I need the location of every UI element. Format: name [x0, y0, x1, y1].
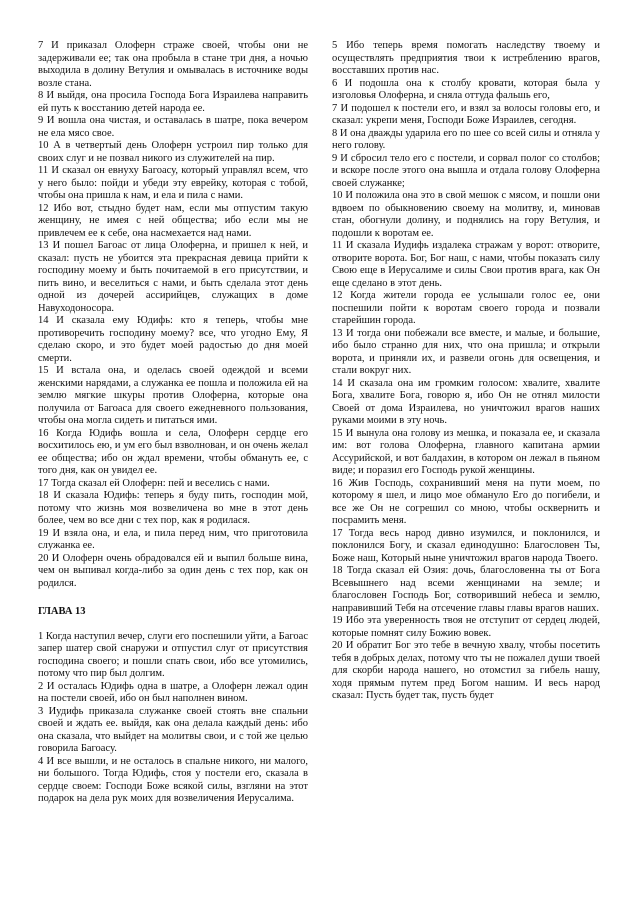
verse-paragraph: 16 Когда Юдифь вошла и села, Олоферн сердце его восхитилось ею, и ум его был взволнован, и он очень желал ее общества; ибо он ждал времени, чтобы обмануть ее, с того дня, как он увидел ее.: [38, 427, 308, 476]
verse-paragraph: 10 И положила она это в свой мешок с мясом, и пошли они вдвоем по обыкновению своему на молитву, и, миновав стан, обогнули долину, и поднялись на гору Ветулия, и подошли к воротам ее.: [332, 190, 600, 239]
verse-paragraph: 19 Ибо эта уверенность твоя не отступит от сердец людей, которые помнят силу Божию вовек.: [332, 615, 600, 639]
verse-paragraph: 15 И вынула она голову из мешка, и показала ее, и сказала им: вот голова Олоферна, главного капитана армии Ассурийской, и вот балдахин, в котором он лежал в пьяном виде; и поразил его Господь рукой женщины.: [332, 427, 600, 476]
right-column: [332, 40, 600, 703]
verse-paragraph: 16 Жив Господь, сохранивший меня на пути моем, по которому я шел, и лицо мое обмануло Его до погибели, и все же Он не согрешил со мною, чтобы осквернить и посрамить меня.: [332, 477, 600, 526]
verse-paragraph: 11 И сказал он евнуху Багоасу, который управлял всем, что у него было: пойди и убеди эту еврейку, которая с тобой, чтобы она пришла к нам, и ела и пила с нами.: [38, 165, 308, 201]
verse-paragraph: 6 И подошла она к столбу кровати, которая была у изголовья Олоферна, и сняла оттуда фальшь его,: [332, 77, 600, 101]
verse-paragraph: 14 И сказала она им громким голосом: хвалите, хвалите Бога, хвалите Бога, говорю я, ибо Он не отнял милости Своей от дома Израилева, но уничтожил врагов наших руками моими в эту ночь.: [332, 377, 600, 426]
verse-paragraph: 12 Ибо вот, стыдно будет нам, если мы отпустим такую женщину, не имея с ней общества; ибо если мы не привлечем ее к себе, она насмехается над нами.: [38, 202, 308, 239]
verse-paragraph: 9 И вошла она чистая, и оставалась в шатре, пока вечером не ела мясо свое.: [38, 115, 308, 139]
verse-paragraph: 5 Ибо теперь время помогать наследству твоему и осуществлять предприятия твои к истреблению врагов, восставших против нас.: [332, 40, 600, 76]
verse-paragraph: 8 И выйдя, она просила Господа Бога Израилева направить ей путь к восстанию детей народа ее.: [38, 90, 308, 114]
verse-paragraph: 20 И Олоферн очень обрадовался ей и выпил больше вина, чем он выпивал когда-либо за один день с тех пор, как он родился.: [38, 552, 308, 589]
verse-paragraph: 10 А в четвертый день Олоферн устроил пир только для своих слуг и не позвал никого из служителей на пир.: [38, 140, 308, 164]
verse-paragraph: 7 И подошел к постели его, и взял за волосы головы его, и сказал: укрепи меня, Господи Боже Израилев, сегодня.: [332, 102, 600, 126]
verse-paragraph: 15 И встала она, и оделась своей одеждой и всеми женскими нарядами, а служанка ее пошла и положила ей на землю мягкие шкуры против Олоферна, которые она получила от Багоаса для своего ежедневного пользования, чтобы она могла сидеть и питаться ими.: [38, 365, 308, 426]
verse-paragraph: 8 И она дважды ударила его по шее со всей силы и отняла у него голову.: [332, 127, 600, 151]
verse-paragraph: 19 И взяла она, и ела, и пила перед ним, что приготовила служанка ее.: [38, 527, 308, 551]
verse-paragraph: 18 Тогда сказал ей Озия: дочь, благословенна ты от Бога Всевышнего над всеми женщинами на земле; и благословен Господь Бог, сотворивший небеса и землю, направивший Тебя на отсечение главы главы врагов наших.: [332, 565, 600, 614]
verse-paragraph: 2 И осталась Юдифь одна в шатре, а Олоферн лежал один на постели своей, ибо он был наполнен вином.: [38, 680, 308, 704]
verse-paragraph: 9 И сбросил тело его с постели, и сорвал полог со столбов; и вскоре после этого она вышла и отдала голову Олоферна своей служанке;: [332, 152, 600, 189]
verse-paragraph: 13 И тогда они побежали все вместе, и малые, и большие, ибо было странно для них, что она пришла; и открыли ворота, и приняли их, и развели огонь для освещения, и стали вокруг них.: [332, 327, 600, 376]
verse-paragraph: 11 И сказала Иудифь издалека стражам у ворот: отворите, отворите ворота. Бог, Бог наш, с нами, чтобы показать силу Свою еще в Иерусалиме и силы Свои против врага, как Он еще сделано в этот день.: [332, 240, 600, 289]
verse-paragraph: 1 Когда наступил вечер, слуги его поспешили уйти, а Багоас запер шатер свой снаружи и отпустил слуг от присутствия господина своего; и пошли спать свои, ибо все утомились, потому что пир был долгим.: [38, 630, 308, 679]
verse-paragraph: 7 И приказал Олоферн страже своей, чтобы они не задерживали ее; так она пробыла в стане три дня, а ночью выходила в долину Ветулия и омывалась в источнике воды возле стана.: [38, 40, 308, 89]
verse-paragraph: 20 И обратит Бог это тебе в вечную хвалу, чтобы посетить тебя в добрых делах, потому что ты не пожалел души твоей для скорби народа нашего, но отомстил за гибель нашу, ходя прямым путем пред Богом нашим. И весь народ сказал: Пусть будет так, пусть будет: [332, 640, 600, 701]
verse-paragraph: 13 И пошел Багоас от лица Олоферна, и пришел к ней, и сказал: пусть не убоится эта прекрасная девица прийти к господину моему и быть почитаемой в его присутствии, и пить вино, и веселиться с нами, и быть сделала этот день одной из дочерей ассирийцев, служащих в доме Навуходоносора.: [38, 240, 308, 314]
verse-paragraph: 14 И сказала ему Юдифь: кто я теперь, чтобы мне противоречить господину моему? все, что угодно Ему, Я сделаю скоро, и это будет моей радостью до дня моей смерти.: [38, 315, 308, 364]
verse-paragraph: 3 Иудифь приказала служанке своей стоять вне спальни своей и ждать ее. выйдя, как она делала каждый день: ибо она сказала, что выйдет на молитвы свои, и с той же целью говорила Багоасу.: [38, 705, 308, 754]
left-column: [38, 40, 308, 806]
verse-paragraph: 18 И сказала Юдифь: теперь я буду пить, господин мой, потому что жизнь моя возвеличена во мне в этот день более, чем во все дни с тех пор, как я родилася.: [38, 490, 308, 526]
chapter-heading: ГЛАВА 13: [38, 606, 86, 617]
verse-paragraph: 17 Тогда сказал ей Олоферн: пей и веселись с нами.: [38, 477, 270, 489]
verse-paragraph: 4 И все вышли, и не осталось в спальне никого, ни малого, ни большого. Тогда Юдифь, стоя у постели его, сказала в сердце своем: Господи Боже всякой силы, взгляни на этот подарок на дела рук моих для возвеличения Иерусалима.: [38, 755, 308, 804]
verse-paragraph: 17 Тогда весь народ дивно изумился, и поклонился, и поклонился Богу, и сказал единодушно: Благословен Ты, Боже наш, Который ныне уничтожил врагов народа Твоего.: [332, 527, 600, 564]
verse-paragraph: 12 Когда жители города ее услышали голос ее, они поспешили пойти к воротам своего города и позвали старейшин города.: [332, 290, 600, 326]
